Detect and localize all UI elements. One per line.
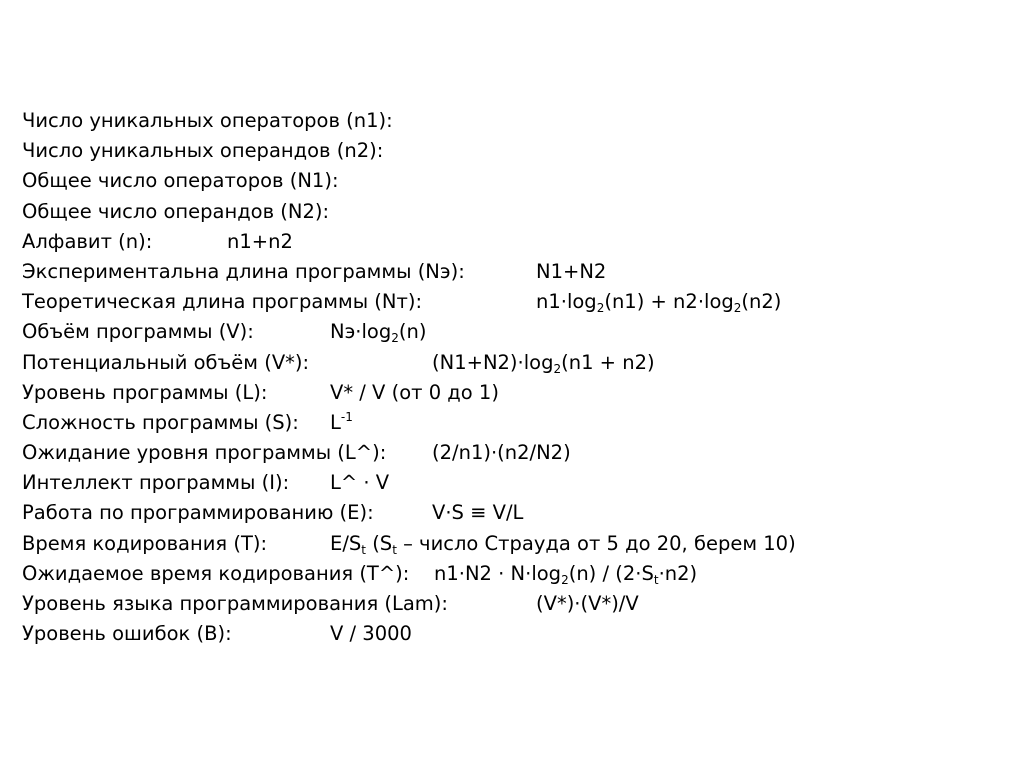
metric-label: Потенциальный объём (V*): (22, 350, 310, 374)
metric-formula: (2/n1)·(n2/N2) (432, 441, 571, 465)
metric-label: Время кодирования (T): (22, 531, 268, 555)
metric-label: Уровень ошибок (B): (22, 622, 232, 646)
formula-part: (N1+N2)·log (432, 350, 554, 374)
metric-line-potential-volume (22, 348, 1002, 378)
metric-line-error-level (22, 619, 1002, 649)
metric-line-expected-level (22, 438, 1002, 468)
metric-label: Уровень языка программирования (Lam): (22, 592, 448, 615)
metric-label: Объём программы (V): (22, 320, 254, 344)
formula-part: (n) / (2·S (568, 561, 654, 585)
metric-formula (330, 529, 796, 559)
formula-subscript: 2 (391, 331, 399, 346)
metric-formula (330, 408, 353, 438)
metric-formula: V / 3000 (330, 622, 412, 646)
formula-subscript: 2 (733, 301, 742, 316)
formula-part: (n2) (741, 290, 782, 314)
metrics-list (22, 106, 1002, 649)
formula-part: (n) (398, 320, 427, 344)
metric-formula (536, 287, 781, 317)
formula-part: (S (366, 531, 393, 555)
metric-formula (434, 559, 697, 589)
formula-part: Nэ·log (330, 320, 392, 344)
formula-part: n1·N2 · N·log (434, 561, 562, 585)
metric-label: Теоретическая длина программы (Nт): (22, 290, 423, 314)
formula-part: ·n2) (658, 561, 698, 585)
metric-line-intelligence (22, 468, 1002, 498)
formula-subscript: 2 (553, 361, 562, 376)
metric-line-experimental-length (22, 257, 1002, 287)
metric-label: Работа по программированию (E): (22, 501, 374, 525)
metric-line-total-operands (22, 197, 1002, 227)
formula-part: n1·log (536, 290, 597, 314)
metric-label: Число уникальных операторов (n1): (22, 109, 393, 132)
metric-label: Алфавит (n): (22, 229, 153, 253)
metric-label: Ожидание уровня программы (L^): (22, 441, 387, 465)
metric-formula: V* / V (от 0 до 1) (330, 380, 499, 404)
metric-line-language-level (22, 589, 1002, 619)
metric-label: Сложность программы (S): (22, 410, 299, 434)
metric-label: Интеллект программы (I): (22, 471, 290, 495)
metric-label: Число уникальных операндов (n2): (22, 139, 384, 163)
metric-line-theoretical-length (22, 287, 1002, 317)
metric-line-volume (22, 317, 1002, 347)
formula-subscript: 2 (596, 301, 605, 316)
metric-line-effort (22, 498, 1002, 528)
metric-formula: L^ · V (330, 471, 390, 495)
metric-label: Уровень программы (L): (22, 380, 268, 404)
metric-line-alphabet (22, 227, 1002, 257)
formula-subscript: t (361, 542, 366, 557)
formula-part: (n1) + n2·log (604, 290, 734, 314)
metric-line-complexity (22, 408, 1002, 438)
formula-part: – число Страуда от 5 до 20, берем 10) (396, 531, 796, 555)
formula-part: L (330, 410, 341, 434)
metric-label: Ожидаемое время кодирования (T^): (22, 561, 410, 585)
metric-formula (432, 348, 655, 378)
metric-formula: V·S ≡ V/L (432, 501, 524, 525)
formula-subscript: t (392, 542, 397, 557)
metric-label: Общее число операндов (N2): (22, 199, 330, 223)
metric-line-expected-coding-time (22, 559, 1002, 589)
metric-formula (330, 317, 426, 347)
metric-line-total-operators (22, 166, 1002, 196)
formula-superscript: -1 (340, 409, 353, 424)
metric-line-unique-operators (22, 106, 1002, 136)
formula-subscript: t (653, 572, 659, 587)
formula-part: (n1 + n2) (561, 350, 655, 374)
metric-line-coding-time (22, 529, 1002, 559)
metric-formula: n1+n2 (227, 229, 293, 253)
metric-line-unique-operands (22, 136, 1002, 166)
metric-label: Экспериментальна длина программы (Nэ): (22, 259, 465, 283)
formula-subscript: 2 (561, 572, 569, 587)
metric-formula: N1+N2 (536, 259, 607, 283)
metric-line-program-level (22, 378, 1002, 408)
metric-formula: (V*)·(V*)/V (536, 592, 639, 615)
metric-label: Общее число операторов (N1): (22, 169, 339, 193)
formula-part: E/S (330, 531, 362, 555)
